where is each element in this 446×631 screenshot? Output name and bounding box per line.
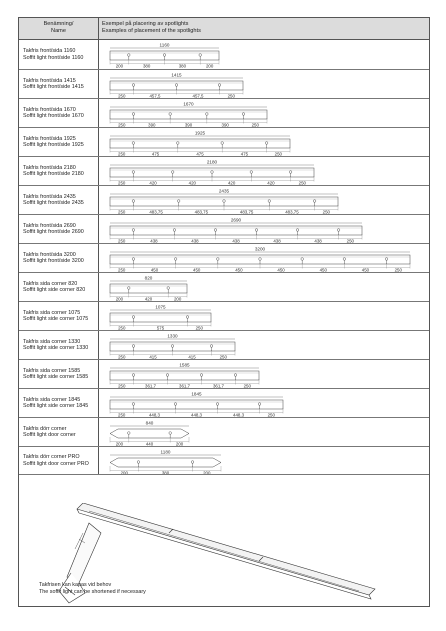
product-name-en: Soffit light side corner 1330 — [23, 345, 89, 351]
segment-dimension: 415 — [188, 354, 196, 359]
spotlight-mark — [132, 84, 135, 87]
spotlight-mark — [214, 229, 217, 232]
segment-dimension: 438 — [232, 238, 240, 243]
product-name — [19, 70, 99, 98]
spotlight-mark — [175, 84, 178, 87]
segment-dimension: 438 — [150, 238, 158, 243]
product-name — [19, 128, 99, 156]
spotlight-mark — [301, 258, 304, 261]
placement-diagram — [100, 186, 429, 214]
spotlight-mark — [169, 113, 172, 116]
product-name — [19, 360, 99, 388]
segment-dimension: 200 — [115, 296, 124, 301]
product-name-en: Soffit light front/side 1925 — [23, 142, 84, 148]
spotlight-mark — [174, 258, 177, 261]
length-label: 1415 — [171, 72, 182, 78]
profile-drawing — [100, 70, 427, 98]
profile-drawing — [100, 389, 427, 417]
segment-dimension: 200 — [115, 441, 124, 446]
segment-dimension: 380 — [178, 63, 187, 69]
caption-en: The soffit light can be shortened if necessary — [39, 588, 146, 595]
segment-dimension: 200 — [115, 63, 124, 69]
segment-dimension: 200 — [120, 470, 128, 474]
segment-dimension: 250 — [251, 122, 259, 127]
caption-sv: Takfrisen kan kapas vid behov — [39, 582, 112, 588]
spotlight-mark — [177, 200, 180, 203]
segment-dimension: 250 — [298, 180, 306, 185]
example-column-header — [102, 21, 201, 34]
product-row — [19, 99, 429, 128]
segment-dimension: 448,3 — [148, 412, 160, 417]
product-name-en: Soffit light front/side 1415 — [23, 84, 84, 90]
segment-dimension: 450 — [361, 267, 370, 272]
segment-dimension: 200 — [205, 63, 214, 69]
placement-diagram — [100, 40, 429, 69]
segment-dimension: 250 — [118, 209, 126, 214]
spotlight-mark — [258, 403, 261, 406]
length-label: 1160 — [159, 42, 170, 48]
spotlight-mark — [216, 403, 219, 406]
product-name-en: Soffit light front/side 3200 — [23, 258, 84, 264]
profile-body — [110, 139, 290, 148]
spotlight-mark — [265, 142, 268, 145]
product-row — [19, 40, 429, 70]
length-label: 1075 — [155, 304, 166, 310]
segment-dimension: 450 — [235, 267, 243, 272]
length-label: 820 — [144, 275, 153, 281]
spotlight-mark — [137, 461, 140, 464]
product-name-sv: Takfris front/sida 3200 — [23, 251, 76, 258]
spotlight-mark — [127, 54, 130, 57]
segment-dimension: 448,3 — [191, 412, 202, 417]
segment-dimension: 483,75 — [194, 209, 209, 214]
segment-dimension: 438 — [191, 238, 199, 243]
placement-diagram — [100, 360, 429, 388]
segment-dimension: 390 — [184, 122, 193, 127]
segment-dimension: 483,75 — [239, 209, 254, 214]
spotlight-mark — [132, 345, 135, 348]
spotlight-mark — [221, 142, 224, 145]
spotlight-mark — [210, 345, 213, 348]
segment-dimension: 415 — [149, 354, 157, 359]
spotlight-mark — [385, 258, 388, 261]
segment-dimension: 250 — [118, 93, 126, 98]
spotlight-mark — [289, 171, 292, 174]
segment-dimension: 448,3 — [233, 412, 245, 417]
segment-dimension: 457,5 — [192, 93, 204, 98]
length-label: 1585 — [179, 362, 190, 368]
product-name — [19, 418, 99, 446]
profile-drawing — [100, 186, 427, 214]
product-name-sv: Takfris front/sida 2180 — [23, 164, 76, 171]
product-row — [19, 186, 429, 215]
product-name-sv: Takfris front/sida 1160 — [23, 48, 76, 55]
segment-dimension: 250 — [118, 267, 126, 272]
product-row — [19, 360, 429, 389]
product-name-en: Soffit light side corner 1075 — [23, 316, 89, 322]
product-row — [19, 273, 429, 302]
profile-drawing — [100, 331, 427, 359]
spotlight-mark — [186, 316, 189, 319]
product-name-sv: Takfris front/sida 1415 — [23, 77, 76, 84]
segment-dimension: 250 — [322, 209, 330, 214]
spotlight-mark — [206, 113, 209, 116]
spotlight-mark — [223, 200, 226, 203]
profile-drawing — [100, 447, 427, 474]
segment-dimension: 420 — [188, 180, 197, 185]
spotlight-mark — [313, 200, 316, 203]
placement-diagram — [100, 389, 429, 417]
spotlight-mark — [242, 113, 245, 116]
product-row — [19, 70, 429, 99]
spotlight-mark — [174, 403, 177, 406]
segment-dimension: 250 — [219, 354, 227, 359]
product-name-en: Soffit light side corner 820 — [23, 287, 86, 293]
product-name — [19, 244, 99, 272]
segment-dimension: 250 — [118, 354, 126, 359]
profile-drawing — [100, 244, 427, 272]
product-name-sv: Takfris sida corner 1585 — [23, 367, 81, 374]
product-name-en: Soffit light side corner 1845 — [23, 403, 89, 409]
profile-drawing — [100, 128, 427, 156]
segment-dimension: 250 — [118, 180, 126, 185]
product-name — [19, 302, 99, 330]
example-header-en: Examples of placement of the spotlights — [102, 27, 201, 34]
product-name-sv: Takfris sida corner 1845 — [23, 396, 81, 403]
spotlight-mark — [234, 374, 237, 377]
segment-dimension: 420 — [227, 180, 236, 185]
product-name — [19, 40, 99, 69]
segment-dimension: 200 — [175, 441, 184, 446]
segment-dimension: 483,75 — [285, 209, 299, 214]
product-row — [19, 157, 429, 186]
profile-body — [110, 226, 362, 235]
placement-diagram — [100, 99, 429, 127]
segment-dimension: 475 — [196, 151, 204, 156]
product-row — [19, 389, 429, 418]
segment-dimension: 250 — [195, 325, 203, 330]
product-row — [19, 302, 429, 331]
product-name-en: Soffit light front/side 2435 — [23, 200, 84, 206]
placement-diagram — [100, 447, 429, 474]
spec-sheet — [18, 17, 430, 607]
segment-dimension: 250 — [267, 412, 275, 417]
segment-dimension: 438 — [273, 238, 281, 243]
name-header-sv: Benämning/ — [43, 21, 74, 27]
product-name-sv: Takfris front/sida 2690 — [23, 222, 76, 229]
spotlight-mark — [132, 142, 135, 145]
product-name-sv: Takfris front/sida 1925 — [23, 135, 76, 142]
product-name-sv: Takfris sida corner 1075 — [23, 309, 81, 316]
product-row — [19, 447, 429, 475]
placement-diagram — [100, 302, 429, 330]
segment-dimension: 438 — [314, 238, 322, 243]
segment-dimension: 250 — [118, 412, 126, 417]
profile-body — [110, 284, 187, 293]
product-name — [19, 215, 99, 243]
segment-dimension: 420 — [267, 180, 275, 185]
profile-drawing — [100, 40, 427, 69]
product-name-sv: Takfris front/sida 1670 — [23, 106, 76, 113]
length-label: 2180 — [206, 159, 218, 165]
product-row — [19, 244, 429, 273]
segment-dimension: 250 — [118, 151, 126, 156]
segment-dimension: 200 — [203, 470, 211, 474]
table-header — [19, 18, 429, 40]
spotlight-mark — [259, 258, 262, 261]
spotlight-mark — [176, 142, 179, 145]
length-label: 3200 — [254, 246, 266, 252]
profile-body — [110, 400, 283, 409]
spotlight-mark — [173, 229, 176, 232]
segment-dimension: 457,5 — [149, 93, 161, 98]
spotlight-mark — [132, 171, 135, 174]
product-row — [19, 331, 429, 360]
placement-diagram — [100, 273, 429, 301]
length-label: 2435 — [218, 188, 230, 194]
profile-body — [110, 458, 221, 467]
spotlight-mark — [217, 258, 220, 261]
product-name-sv: Takfris front/sida 2435 — [23, 193, 76, 200]
segment-dimension: 575 — [156, 325, 165, 330]
placement-diagram — [100, 331, 429, 359]
segment-dimension: 440 — [145, 441, 154, 446]
segment-dimension: 250 — [394, 267, 402, 272]
length-label: 1330 — [167, 333, 178, 339]
spotlight-mark — [200, 374, 203, 377]
name-header-en: Name — [51, 27, 66, 34]
footer-caption — [39, 582, 146, 595]
product-name-sv: Takfris sida corner 820 — [23, 280, 78, 287]
spotlight-mark — [191, 461, 194, 464]
placement-diagram — [100, 128, 429, 156]
product-name — [19, 273, 99, 301]
spotlight-mark — [199, 54, 202, 57]
spotlight-mark — [132, 200, 135, 203]
spotlight-mark — [127, 287, 130, 290]
spotlight-mark — [132, 316, 135, 319]
profile-drawing — [100, 302, 427, 330]
segment-dimension: 450 — [193, 267, 201, 272]
product-name — [19, 186, 99, 214]
product-name — [19, 389, 99, 417]
spotlight-mark — [132, 403, 135, 406]
segment-dimension: 483,75 — [149, 209, 163, 214]
product-name-sv: Takfris dörr corner PRO — [23, 454, 80, 461]
profile-drawing — [100, 99, 427, 127]
spotlight-mark — [250, 171, 253, 174]
profile-drawing — [100, 157, 427, 185]
segment-dimension: 450 — [277, 267, 285, 272]
profile-body — [110, 313, 211, 322]
spotlight-mark — [211, 171, 214, 174]
segment-dimension: 475 — [151, 151, 160, 156]
spotlight-mark — [171, 345, 174, 348]
profile-body — [110, 429, 189, 438]
example-header-sv: Exempel på placering av spotlights — [102, 21, 189, 27]
length-label: 1925 — [194, 130, 206, 136]
spotlight-mark — [343, 258, 346, 261]
segment-dimension: 475 — [240, 151, 249, 156]
spotlight-mark — [128, 432, 131, 435]
product-name-en: Soffit light front/side 2690 — [23, 229, 84, 235]
name-column-header — [19, 18, 99, 39]
placement-diagram — [100, 215, 429, 243]
product-name-en: Soffit light front/side 1670 — [23, 113, 84, 119]
segment-dimension: 420 — [149, 180, 157, 185]
spotlight-mark — [132, 258, 135, 261]
spotlight-mark — [218, 84, 221, 87]
placement-diagram — [100, 244, 429, 272]
segment-dimension: 250 — [274, 151, 282, 156]
segment-dimension: 200 — [173, 296, 182, 301]
spotlight-mark — [337, 229, 340, 232]
segment-dimension: 380 — [142, 63, 151, 69]
segment-dimension: 250 — [118, 238, 126, 243]
length-label: 1845 — [191, 391, 202, 397]
segment-dimension: 250 — [227, 93, 235, 98]
product-row — [19, 418, 429, 447]
product-row — [19, 128, 429, 157]
length-label: 1670 — [183, 101, 194, 107]
product-name-en: Soffit light front/side 1160 — [23, 54, 84, 61]
profile-drawing — [100, 418, 427, 446]
placement-diagram — [100, 70, 429, 98]
spotlight-mark — [268, 200, 271, 203]
product-name-en: Soffit light door corner — [23, 432, 76, 438]
length-label: 840 — [145, 420, 154, 426]
product-name — [19, 99, 99, 127]
segment-dimension: 390 — [148, 122, 156, 127]
spotlight-mark — [167, 287, 170, 290]
profile-drawing — [100, 360, 427, 388]
spotlight-mark — [296, 229, 299, 232]
segment-dimension: 250 — [346, 238, 354, 243]
spotlight-mark — [255, 229, 258, 232]
product-name — [19, 447, 99, 474]
spotlight-mark — [169, 432, 172, 435]
segment-dimension: 380 — [161, 470, 170, 474]
length-label: 2690 — [230, 217, 242, 223]
product-name-en: Soffit light door corner PRO — [23, 460, 89, 467]
product-name-en: Soffit light side corner 1585 — [23, 374, 89, 380]
length-label: 1180 — [160, 449, 171, 455]
segment-dimension: 250 — [118, 383, 126, 388]
product-name-sv: Takfris dörr corner — [23, 425, 67, 432]
segment-dimension: 250 — [118, 122, 126, 127]
placement-diagram — [100, 418, 429, 446]
placement-diagram — [100, 157, 429, 185]
segment-dimension: 450 — [150, 267, 159, 272]
segment-dimension: 361,7 — [179, 383, 190, 388]
spotlight-mark — [132, 374, 135, 377]
profile-drawing — [100, 215, 427, 243]
product-name — [19, 157, 99, 185]
product-row — [19, 215, 429, 244]
segment-dimension: 361,7 — [212, 383, 224, 388]
product-name — [19, 331, 99, 359]
spotlight-mark — [132, 229, 135, 232]
spotlight-mark — [171, 171, 174, 174]
segment-dimension: 450 — [319, 267, 327, 272]
segment-dimension: 250 — [243, 383, 251, 388]
product-name-en: Soffit light front/side 2180 — [23, 171, 84, 177]
spotlight-mark — [132, 113, 135, 116]
spotlight-mark — [166, 374, 169, 377]
segment-dimension: 420 — [144, 296, 153, 301]
segment-dimension: 250 — [118, 325, 126, 330]
profile-drawing — [100, 273, 427, 301]
segment-dimension: 390 — [221, 122, 229, 127]
spotlight-mark — [163, 54, 166, 57]
product-name-sv: Takfris sida corner 1330 — [23, 338, 81, 345]
segment-dimension: 361,7 — [145, 383, 157, 388]
